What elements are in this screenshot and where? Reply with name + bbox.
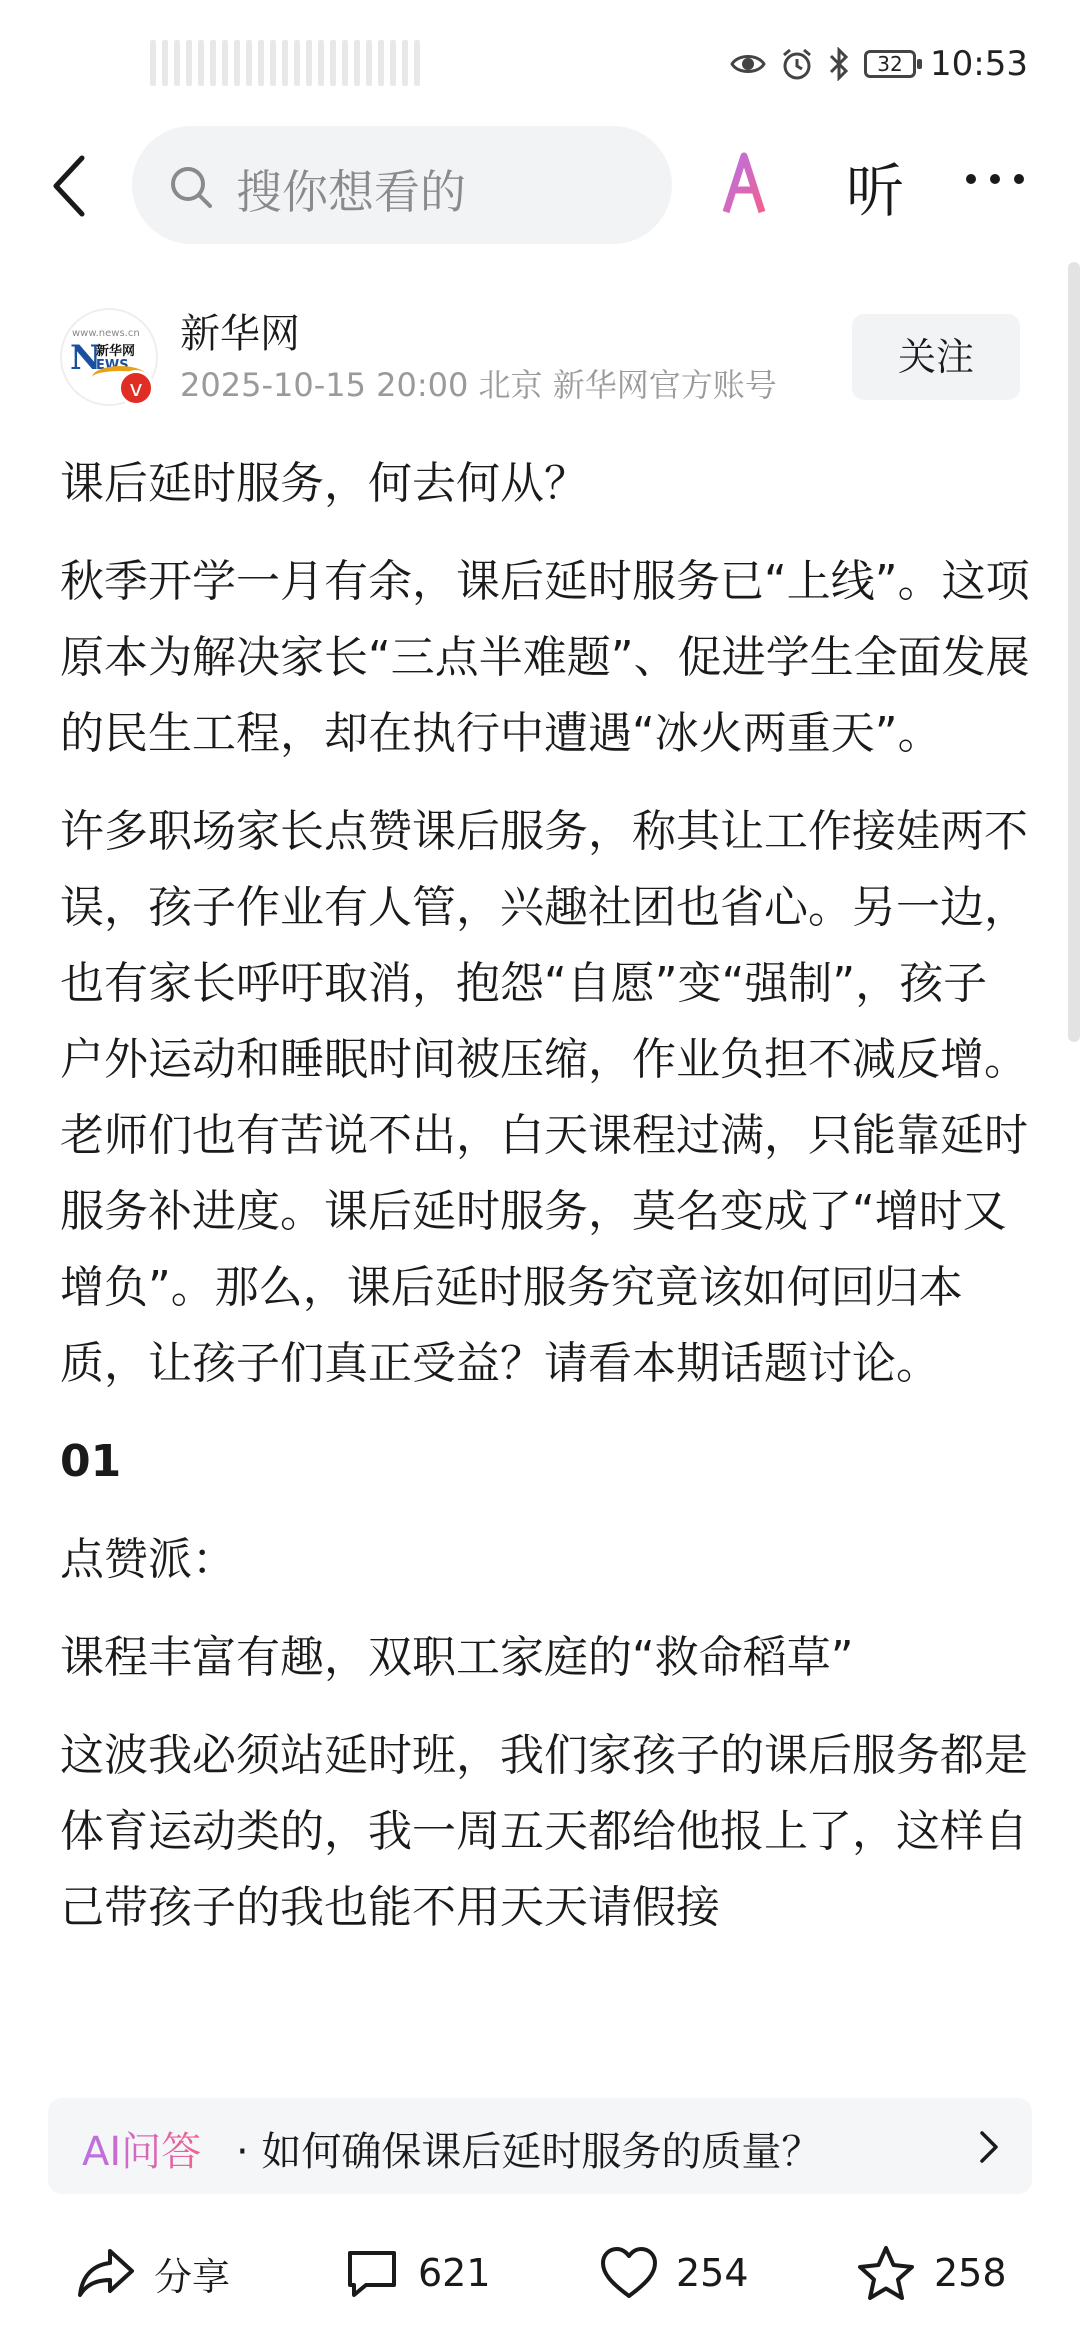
listen-button[interactable]: 听 <box>846 157 905 225</box>
bluetooth-icon <box>828 47 850 81</box>
favorite-button[interactable] <box>856 2238 1007 2308</box>
author-row <box>0 300 1080 410</box>
like-count: 254 <box>676 2251 749 2295</box>
notification-icons <box>150 40 420 86</box>
status-icons <box>730 44 1028 84</box>
back-arrow-icon <box>44 150 104 222</box>
ai-qa-bar[interactable] <box>48 2098 1032 2194</box>
share-icon <box>76 2245 136 2301</box>
status-bar <box>0 0 1080 130</box>
more-icon[interactable] <box>966 174 1024 184</box>
comment-button[interactable] <box>344 2238 491 2308</box>
section-subtitle: 课程丰富有趣，双职工家庭的“救命稻草” <box>60 1632 854 1683</box>
section-label: 点赞派： <box>60 1534 236 1585</box>
alarm-icon <box>780 47 814 81</box>
search-input[interactable] <box>132 126 672 244</box>
follow-button[interactable]: 关注 <box>852 314 1020 400</box>
publish-meta: 2025-10-15 20:00 北京 新华网官方账号 <box>180 366 777 404</box>
section-number: 01 <box>60 1436 122 1487</box>
share-label: 分享 <box>154 2254 231 2299</box>
back-button[interactable] <box>44 150 104 222</box>
battery-icon <box>864 50 916 78</box>
article-paragraph: 这波我必须站延时班，我们家孩子的课后服务都是体育运动类的，我一周五天都给他报上了，这样自己带孩子的我也能不用天天请假接 <box>60 1730 1028 1933</box>
ai-qa-question: · 如何确保课后延时服务的质量？ <box>236 2129 822 2175</box>
share-button[interactable] <box>76 2238 230 2308</box>
ai-icon <box>722 148 794 220</box>
top-nav <box>0 126 1080 246</box>
chevron-right-icon <box>978 2130 1000 2164</box>
eye-icon <box>730 50 766 78</box>
search-icon <box>168 164 214 210</box>
avatar[interactable]: www.news.cn N 新华网 EWS <box>60 308 158 406</box>
bottom-action-bar <box>0 2228 1080 2328</box>
article-title: 课后延时服务，何去何从？ <box>60 458 588 509</box>
author-name[interactable]: 新华网 <box>180 311 300 357</box>
ai-button[interactable] <box>722 148 794 220</box>
like-button[interactable] <box>600 2238 749 2308</box>
favorite-count: 258 <box>934 2251 1007 2295</box>
comment-icon <box>344 2245 400 2301</box>
ai-qa-label: AI问答 <box>82 2120 201 2177</box>
star-icon <box>856 2244 916 2302</box>
search-placeholder: 搜你想看的 <box>236 165 466 219</box>
verified-badge-icon: v <box>118 370 154 406</box>
comment-count: 621 <box>418 2251 491 2295</box>
article-paragraph: 秋季开学一月有余，课后延时服务已“上线”。这项原本为解决家长“三点半难题”、促进学生全面发展的民生工程，却在执行中遭遇“冰火两重天”。 <box>60 556 1030 759</box>
heart-icon <box>600 2246 658 2300</box>
article-paragraph: 许多职场家长点赞课后服务，称其让工作接娃两不误，孩子作业有人管，兴趣社团也省心。另一边，也有家长呼吁取消，抱怨“自愿”变“强制”，孩子户外运动和睡眠时间被压缩，作业负担不减反增。老师们也有苦说不出，白天课程过满，只能靠延时服务补进度。课后延时服务，莫名变成了“增时又增负”。那么，课后延时服务究竟该如何回归本质，让孩子们真正受益？请看本期话题讨论。 <box>60 806 1028 1389</box>
battery-level: 32 <box>877 52 903 76</box>
article-body <box>60 446 1030 1968</box>
clock: 10:53 <box>930 44 1028 84</box>
